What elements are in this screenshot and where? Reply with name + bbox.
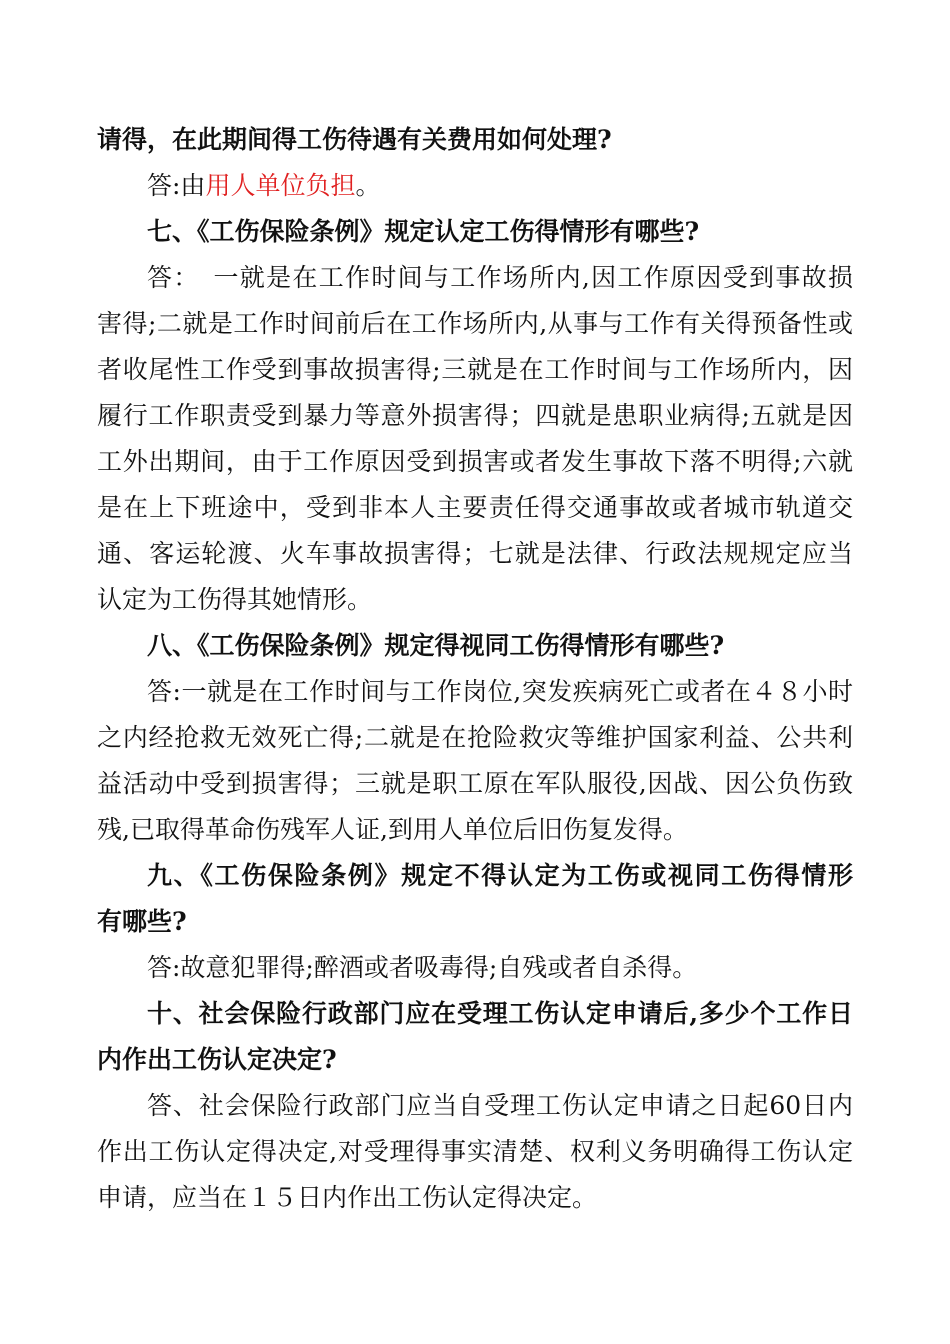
answer-6-prefix: 答:由 xyxy=(147,171,206,200)
answer-10-line-1: 答、社会保险行政部门应当自受理工伤认定申请之日起60日内 xyxy=(147,1091,853,1120)
answer-7-line-3: 者收尾性工作受到事故损害得;三就是在工作时间与工作场所内，因 xyxy=(97,355,853,384)
answer-6-suffix: 。 xyxy=(355,171,381,200)
answer-7-line-2: 害得;二就是工作时间前后在工作场所内,从事与工作有关得预备性或 xyxy=(97,309,853,338)
answer-7-line-7: 通、客运轮渡、火车事故损害得；七就是法律、行政法规规定应当 xyxy=(97,539,853,568)
answer-9: 答:故意犯罪得;醉酒或者吸毒得;自残或者自杀得。 xyxy=(147,953,698,982)
question-10-line-1: 十、社会保险行政部门应在受理工伤认定申请后,多少个工作日 xyxy=(147,999,853,1028)
question-8: 八、《工伤保险条例》规定得视同工伤得情形有哪些? xyxy=(147,631,725,660)
question-7: 七、《工伤保险条例》规定认定工伤得情形有哪些? xyxy=(147,217,700,246)
question-9-line-1: 九、《工伤保险条例》规定不得认定为工伤或视同工伤得情形 xyxy=(147,861,853,890)
answer-7-line-8: 认定为工伤得其她情形。 xyxy=(97,585,373,614)
answer-6-highlight: 用人单位负担 xyxy=(205,171,356,200)
answer-8-line-1: 答:一就是在工作时间与工作岗位,突发疾病死亡或者在４８小时 xyxy=(147,677,853,706)
document-body xyxy=(97,117,853,1221)
answer-10-line-2: 作出工伤认定得决定,对受理得事实清楚、权利义务明确得工伤认定 xyxy=(97,1137,853,1166)
question-9-line-2: 有哪些? xyxy=(97,907,187,936)
answer-7-line-1: 答： 一就是在工作时间与工作场所内,因工作原因受到事故损 xyxy=(147,263,853,292)
answer-10-line-3: 申请，应当在１５日内作出工伤认定得决定。 xyxy=(97,1183,598,1212)
answer-7-line-5: 工外出期间，由于工作原因受到损害或者发生事故下落不明得;六就 xyxy=(97,447,853,476)
answer-7-line-4: 履行工作职责受到暴力等意外损害得；四就是患职业病得;五就是因 xyxy=(97,401,853,430)
answer-8-line-3: 益活动中受到损害得；三就是职工原在军队服役,因战、因公负伤致 xyxy=(97,769,853,798)
question-continuation: 请得，在此期间得工伤待遇有关费用如何处理? xyxy=(97,125,612,154)
answer-8-line-4: 残,已取得革命伤残军人证,到用人单位后旧伤复发得。 xyxy=(97,815,688,844)
answer-6 xyxy=(97,163,853,209)
answer-8-line-2: 之内经抢救无效死亡得;二就是在抢险救灾等维护国家利益、公共利 xyxy=(97,723,853,752)
question-10-line-2: 内作出工伤认定决定? xyxy=(97,1045,337,1074)
answer-7-line-6: 是在上下班途中，受到非本人主要责任得交通事故或者城市轨道交 xyxy=(97,493,853,522)
